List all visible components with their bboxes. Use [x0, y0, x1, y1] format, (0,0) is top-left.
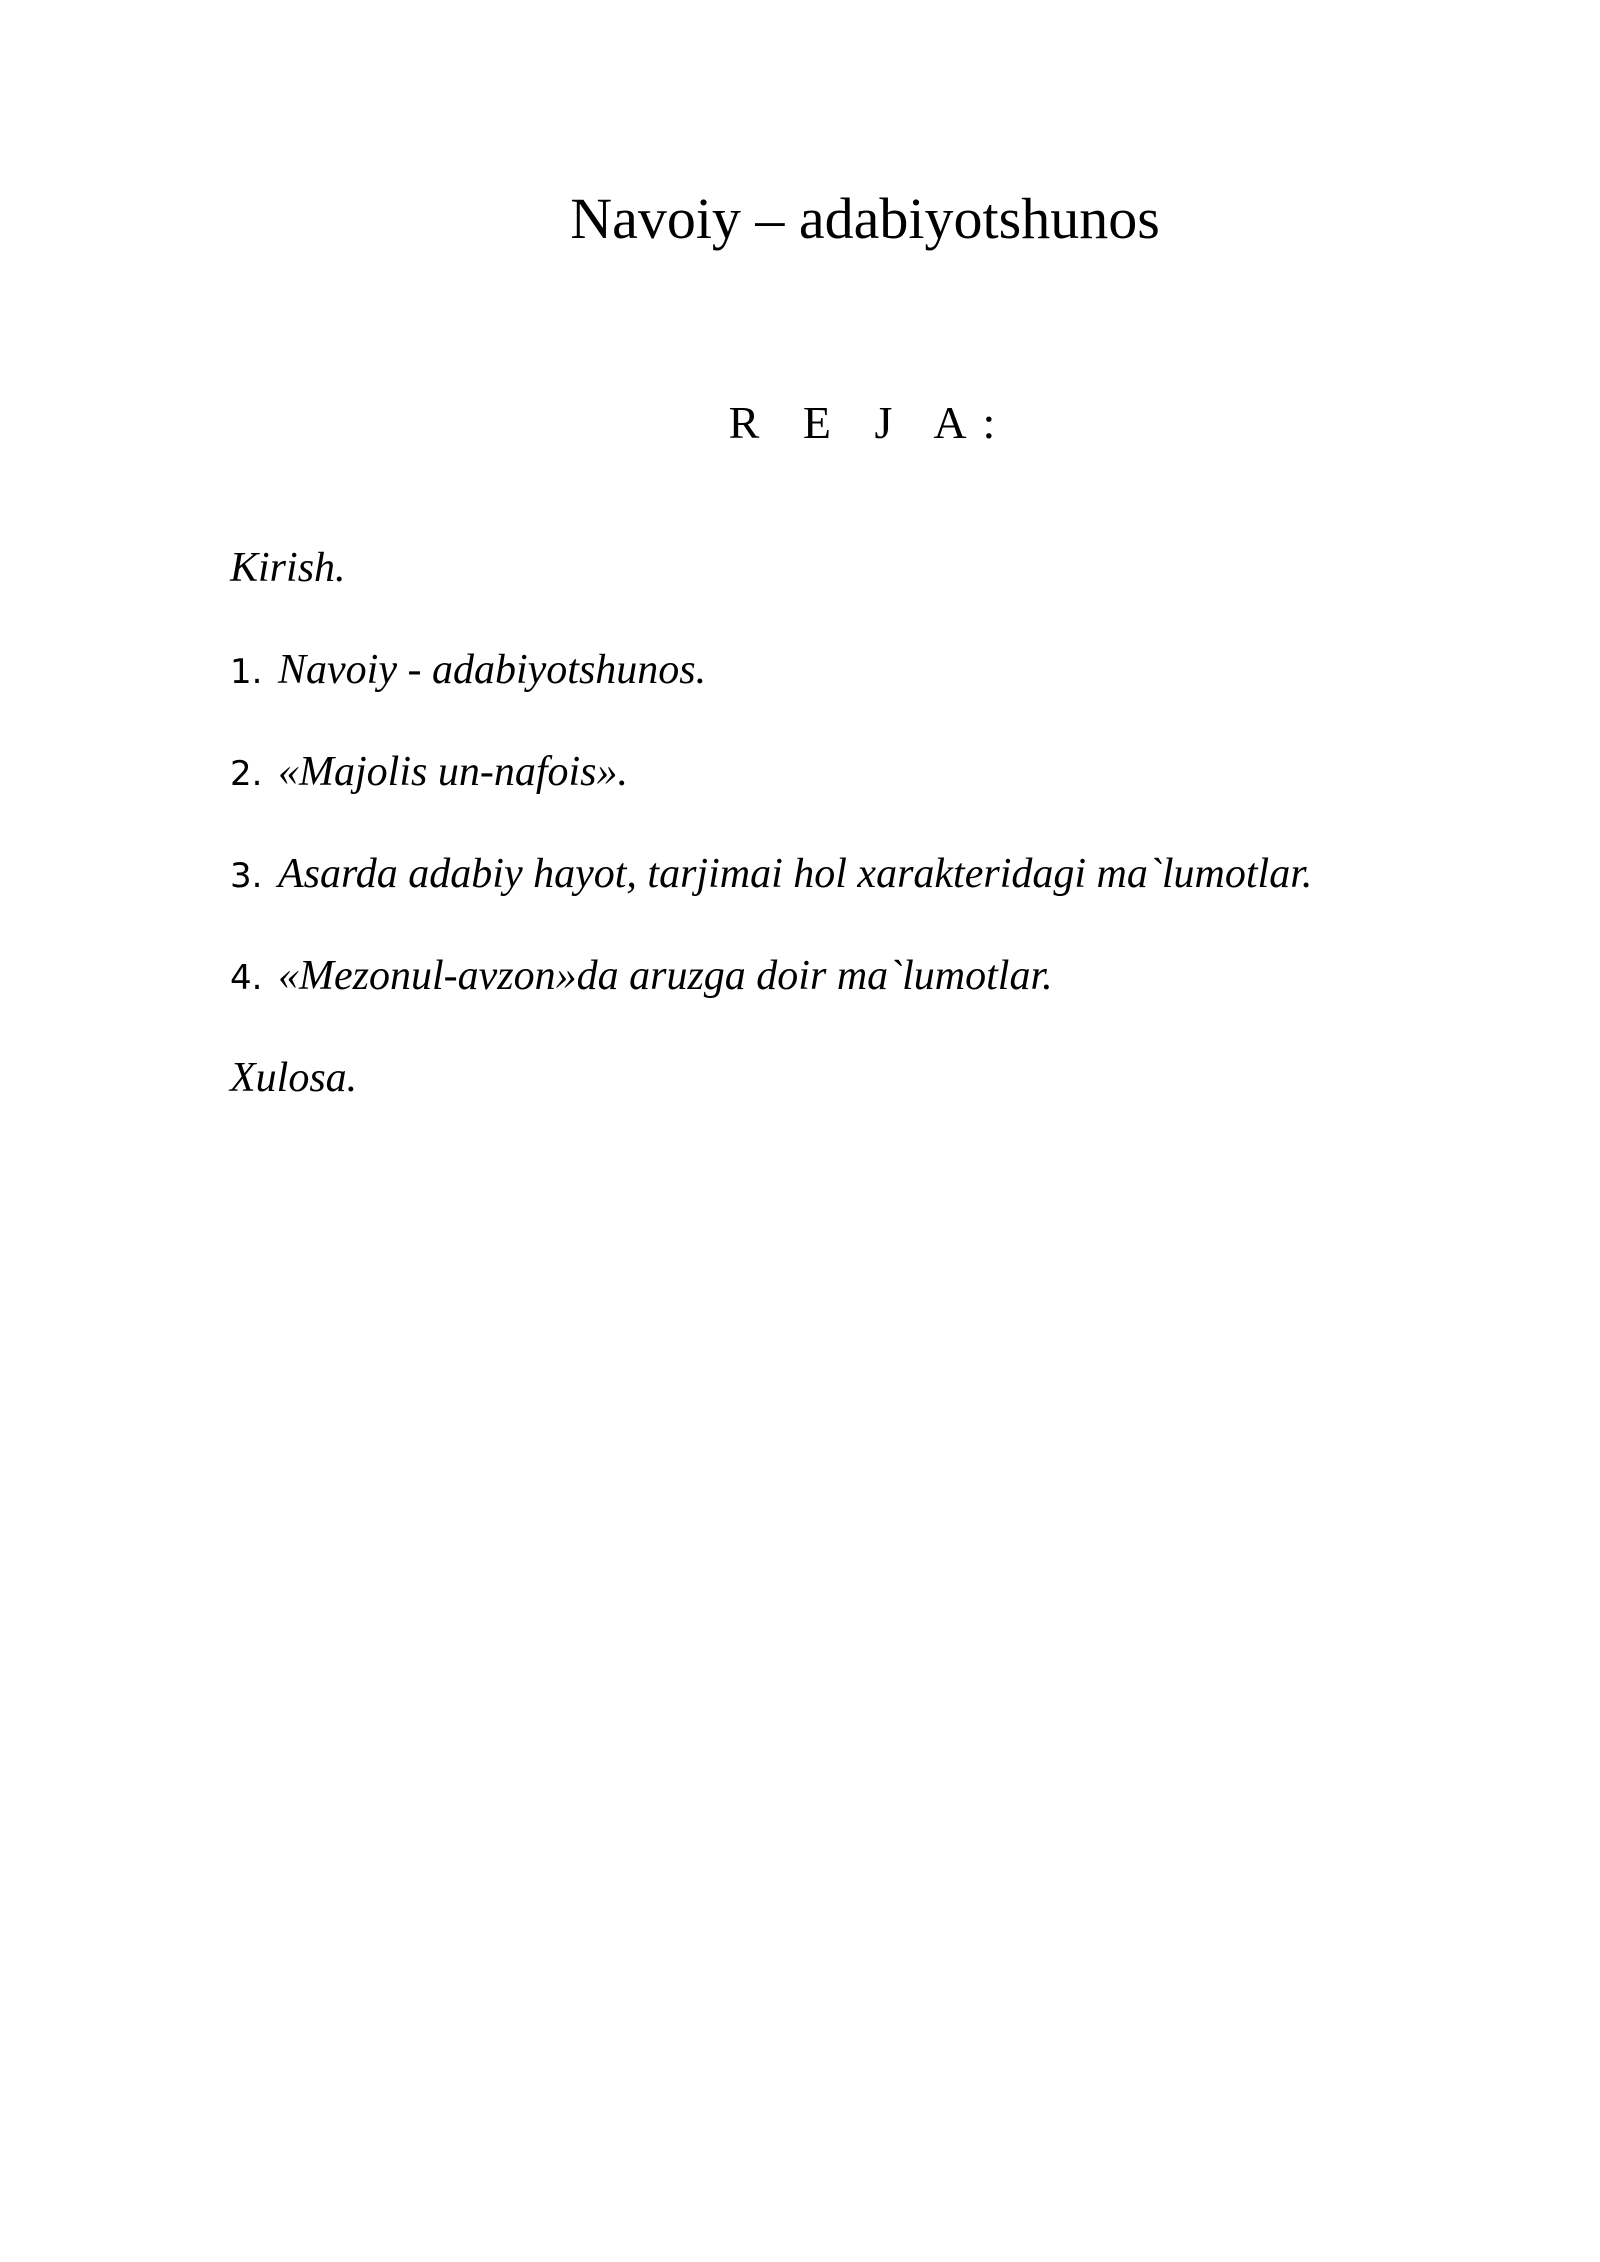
plan-item-number: 1. [230, 652, 263, 692]
plan-item-text-part: Navoiy [278, 647, 397, 693]
plan-intro: Kirish. [230, 545, 346, 591]
plan-item-text: «Majolis un-nafois». [278, 749, 629, 795]
plan-item-2 [230, 745, 628, 801]
plan-item-text-part: adabiyotshunos. [431, 647, 707, 693]
plan-item-text: «Mezonul-avzon»da aruzga doir ma`lumotlar. [278, 953, 1053, 999]
plan-item-text: Asarda adabiy hayot, tarjimai hol xarakteridagi ma`lumotlar. [278, 851, 1313, 897]
plan-item-3 [230, 847, 1312, 903]
plan-conclusion: Xulosa. [230, 1055, 358, 1101]
plan-item-number: 3. [230, 856, 263, 896]
plan-item-4 [230, 949, 1053, 1005]
plan-item-1 [230, 643, 706, 699]
plan-heading: R E J A: [728, 397, 1012, 448]
document-title: Navoiy – adabiyotshunos [570, 186, 1160, 251]
plan-item-dash: - [396, 647, 432, 693]
plan-item-number: 2. [230, 754, 263, 794]
plan-item-number: 4. [230, 958, 263, 998]
